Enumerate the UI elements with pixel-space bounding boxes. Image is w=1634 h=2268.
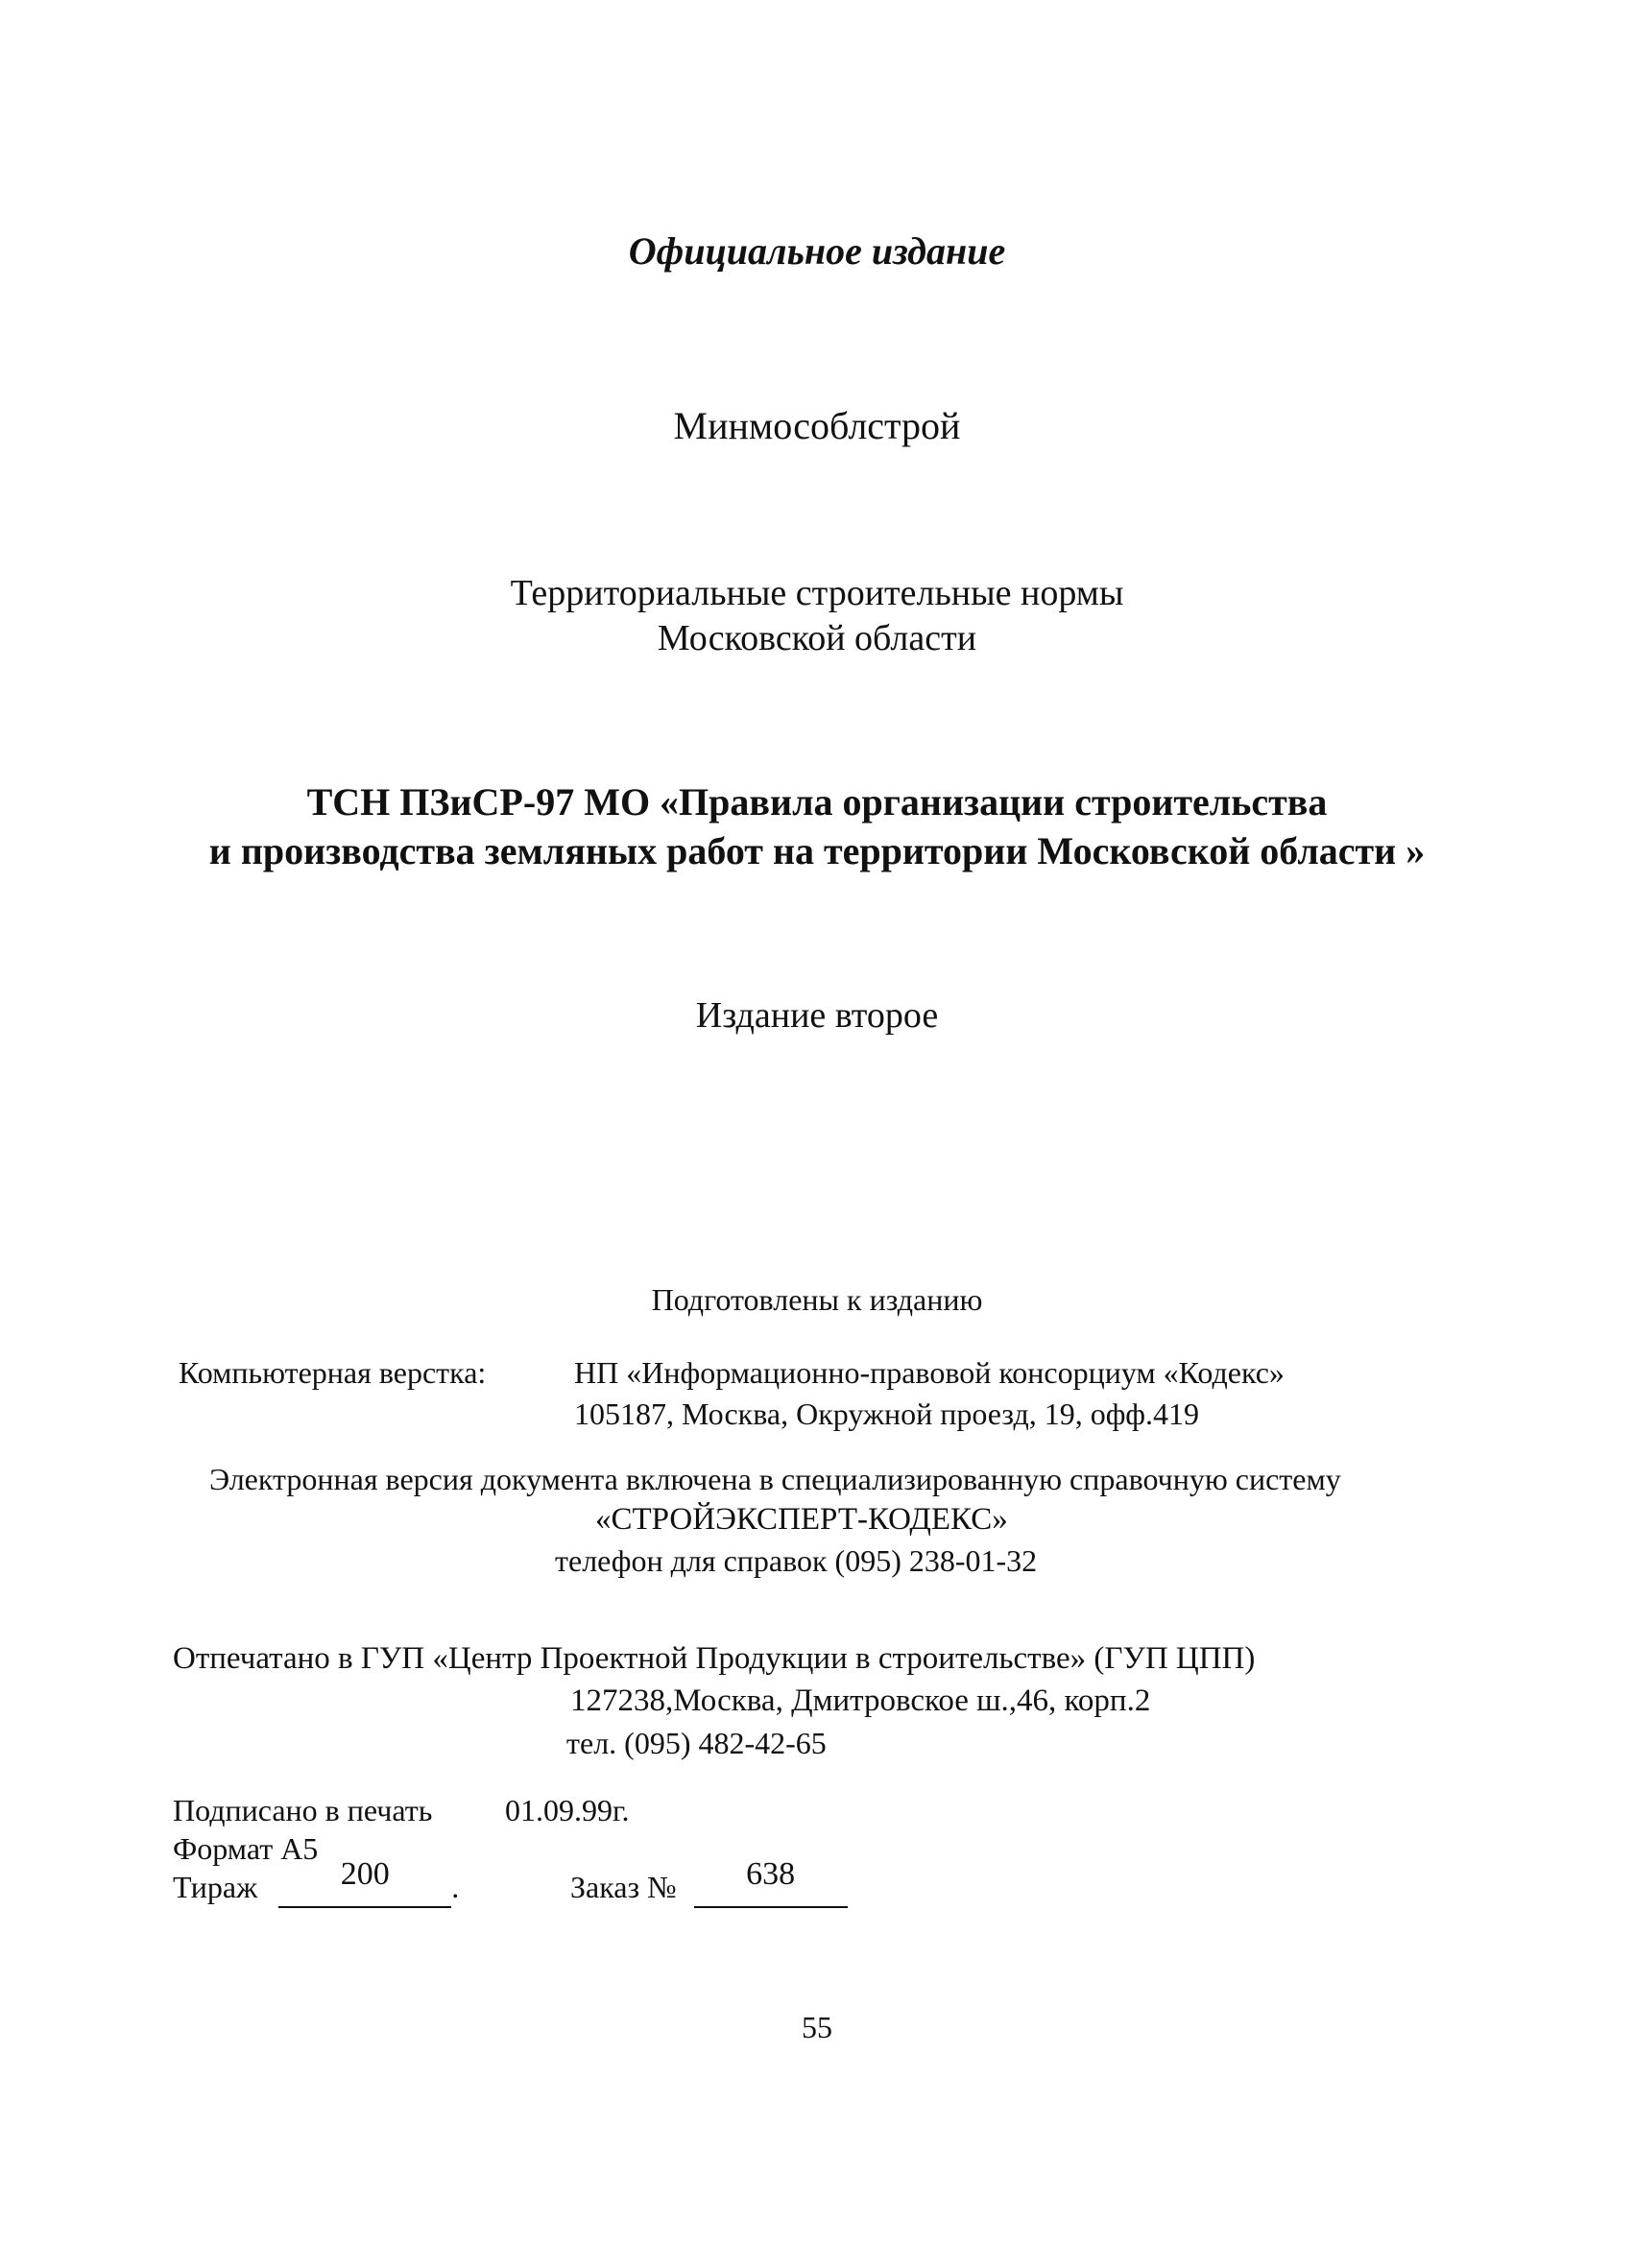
page-number: 55	[802, 2010, 832, 2044]
signed-for-print-date: 01.09.99г.	[505, 1793, 630, 1827]
layout-address: 105187, Москва, Окружной проезд, 19, офф.419	[574, 1397, 1199, 1431]
order-blank	[694, 1856, 848, 1908]
prepared-heading: Подготовлены к изданию	[651, 1282, 983, 1317]
edition-label: Издание второе	[695, 995, 939, 1036]
official-edition-label: Официальное издание	[628, 229, 1006, 273]
print-run-label: Тираж	[173, 1870, 258, 1904]
order-value: 638	[746, 1856, 796, 1892]
document-title-line-2: и производства земляных работ на территории Московской области »	[208, 829, 1426, 872]
order-row	[570, 1856, 848, 1908]
ministry-name: Минмособлстрой	[673, 404, 961, 447]
norms-title-line-2: Московской области	[657, 618, 977, 658]
signed-for-print-label: Подписано в печать	[173, 1793, 433, 1827]
format-label: Формат А5	[173, 1831, 319, 1866]
printing-house: Отпечатано в ГУП «Центр Проектной Продукции в строительстве» (ГУП ЦПП)	[173, 1641, 1256, 1676]
norms-title-line-1: Территориальные строительные нормы	[510, 573, 1124, 613]
printing-house-phone: тел. (095) 482-42-65	[566, 1726, 827, 1760]
layout-organization: НП «Информационно-правовой консорциум «Кодекс»	[574, 1355, 1285, 1390]
reference-phone: телефон для справок (095) 238-01-32	[555, 1543, 1038, 1578]
print-run-value: 200	[340, 1856, 390, 1892]
printing-house-address: 127238,Москва, Дмитровское ш.,46, корп.2	[570, 1683, 1151, 1718]
order-label: Заказ №	[570, 1870, 677, 1904]
document-title-line-1: ТСН ПЗиСР-97 МО «Правила организации строительства	[306, 780, 1328, 824]
electronic-version-note: Электронная версия документа включена в специализированную справочную систему	[209, 1462, 1341, 1496]
print-run-row: Тираж 200 .	[173, 1870, 459, 1908]
reference-system-name: «СТРОЙЭКСПЕРТ-КОДЕКС»	[595, 1502, 1008, 1537]
layout-label: Компьютерная верстка:	[179, 1355, 487, 1390]
